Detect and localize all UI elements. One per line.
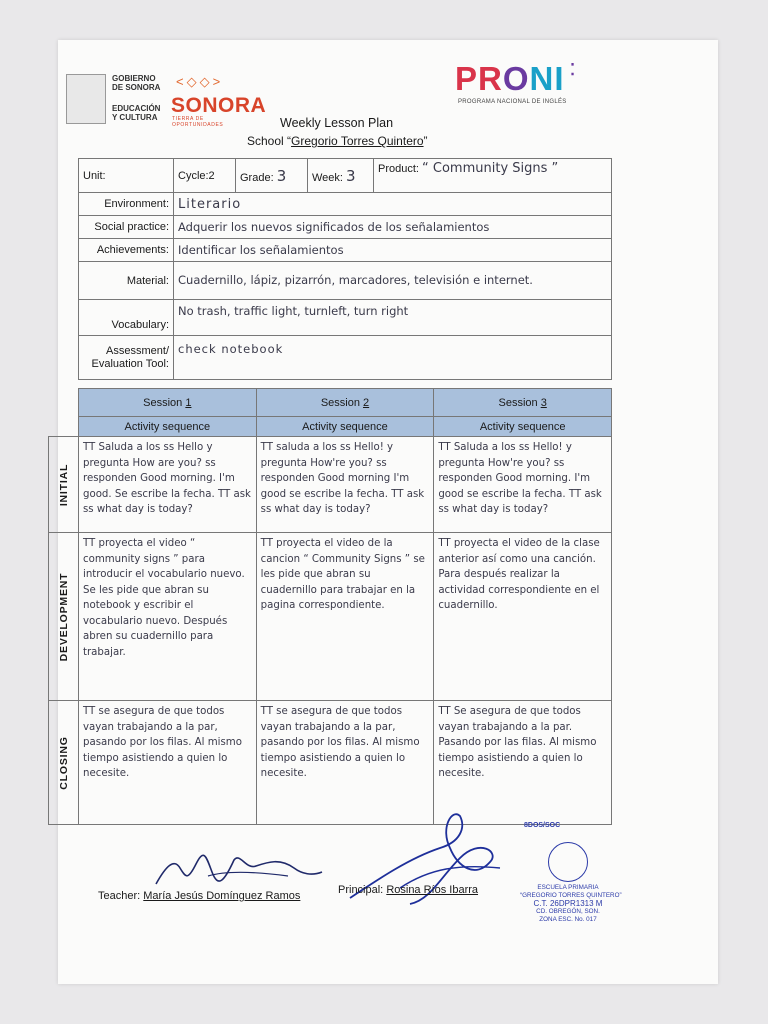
sonora-ornament-icon: <◇◇> — [176, 74, 224, 89]
initial-session2: TT saluda a los ss Hello! y pregunta How're you? ss responden Good morning I'm good se escribe la fecha. TT ask ss what day is today? — [256, 437, 434, 533]
teacher-line — [98, 890, 300, 902]
edu-text — [112, 104, 160, 122]
edu-line1: EDUCACIÓN — [112, 104, 161, 113]
session2-number: 2 — [363, 396, 370, 409]
crest-icon — [66, 74, 106, 124]
product-value: “ Community Signs ” — [422, 161, 559, 176]
proni-part3: NI — [529, 60, 565, 97]
cycle-cell — [174, 159, 236, 193]
teacher-name: María Jesús Domínguez Ramos — [143, 890, 301, 902]
achievements-label: Achievements: — [79, 239, 174, 262]
environment-value: Literario — [174, 193, 612, 216]
corner-blank — [49, 389, 79, 417]
initial-session1: TT Saluda a los ss Hello y pregunta How are you? ss responden Good morning. I'm good. Se escribe la fecha. TT ask ss what day is today? — [79, 437, 257, 533]
teacher-signature — [148, 846, 328, 892]
week-label: Week: — [312, 171, 343, 184]
school-stamp — [520, 842, 622, 923]
school-prefix: School “ — [247, 134, 292, 148]
initial-label: INITIAL — [57, 463, 70, 506]
gov-line1: GOBIERNO — [112, 74, 156, 83]
social-practice-label: Social practice: — [79, 216, 174, 239]
product-cell — [374, 159, 612, 193]
grade-cell — [236, 159, 308, 193]
grade-label: Grade: — [240, 171, 274, 184]
week-cell — [308, 159, 374, 193]
activity-header-1: Activity sequence — [79, 417, 257, 437]
sonora-tagline: TIERRA DE OPORTUNIDADES — [172, 116, 224, 128]
closing-session1: TT se asegura de que todos vayan trabajando a la par, pasando por los filas. Al mismo tiempo asistiendo a quien lo necesite. — [79, 701, 257, 825]
corner-blank-2 — [49, 417, 79, 437]
stamp-line5: ZONA ESC. No. 017 — [539, 915, 597, 923]
assessment-label: Assessment/ Evaluation Tool: — [79, 336, 174, 380]
unit-cell — [79, 159, 174, 193]
gov-line2: DE SONORA — [112, 83, 161, 92]
material-value: Cuadernillo, lápiz, pizarrón, marcadores, televisión e internet. — [174, 262, 612, 300]
stamp-code: 8DOS/SOC — [524, 822, 561, 829]
session3-number: 3 — [540, 396, 547, 409]
edu-line2: Y CULTURA — [112, 113, 158, 122]
government-logo — [66, 74, 267, 130]
proni-subtitle: PROGRAMA NACIONAL DE INGLÉS — [458, 99, 567, 105]
grade-value: 3 — [276, 166, 287, 185]
material-label: Material: — [79, 262, 174, 300]
proni-part1: PR — [455, 60, 503, 97]
closing-label: CLOSING — [57, 735, 70, 790]
vocabulary-label: Vocabulary: — [79, 300, 174, 336]
school-line — [247, 134, 428, 148]
school-name: Gregorio Torres Quintero — [291, 134, 424, 148]
development-session1: TT proyecta el video “ community signs ” para introducir el vocabulario nuevo. Se les pide que abran su notebook y escribir el vocabulario nuevo. Después abren su cuadernillo para trabajar. — [79, 533, 257, 701]
seal-icon — [548, 842, 588, 882]
school-suffix: ” — [423, 134, 428, 148]
session1-prefix: Session — [143, 396, 183, 409]
proni-logo — [455, 60, 576, 98]
development-session3: TT proyecta el video de la clase anterior así como una canción. Para después realizar la actividad correspondiente en el cuadernillo. — [434, 533, 612, 701]
page-title: Weekly Lesson Plan — [280, 116, 394, 130]
session1-header — [79, 389, 257, 417]
session2-header — [256, 389, 434, 417]
vocabulary-value: No trash, traffic light, turnleft, turn right — [174, 300, 612, 336]
product-label: Product: — [378, 163, 419, 175]
initial-stage — [49, 437, 79, 533]
closing-session3: TT Se asegura de que todos vayan trabajando a la par. Pasando por las filas. Al mismo tiempo asistiendo a quien lo necesite. — [434, 701, 612, 825]
sonora-logo-text: SONORA — [171, 94, 267, 117]
proni-part2: O — [502, 60, 530, 97]
session3-header — [434, 389, 612, 417]
proni-dots-icon: ⁚ — [564, 62, 577, 79]
principal-line — [338, 884, 478, 896]
teacher-label: Teacher: — [98, 890, 141, 902]
stamp-line1: ESCUELA PRIMARIA — [537, 884, 599, 891]
cycle-label: Cycle:2 — [178, 169, 215, 182]
achievements-value: Identificar los señalamientos — [174, 239, 612, 262]
plan-info-table — [78, 158, 612, 380]
stamp-line2: “GREGORIO TORRES QUINTERO” — [520, 891, 622, 899]
session1-number: 1 — [185, 396, 192, 409]
session3-prefix: Session — [498, 396, 538, 409]
activity-header-2: Activity sequence — [256, 417, 434, 437]
session2-prefix: Session — [320, 396, 360, 409]
stamp-line4: CD. OBREGÓN, SON. — [536, 908, 600, 915]
social-practice-value: Adquerir los nuevos significados de los señalamientos — [174, 216, 612, 239]
activity-header-3: Activity sequence — [434, 417, 612, 437]
development-session2: TT proyecta el video de la cancion “ Community Signs ” se les pide que abran su cuadernillo para trabajar en la pagina correspondiente. — [256, 533, 434, 701]
initial-session3: TT Saluda a los ss Hello! y pregunta How're you? ss responden Good morning. I'm good se escribe la fecha. TT ask ss what day is today? — [434, 437, 612, 533]
unit-label: Unit: — [83, 169, 106, 182]
stamp-line3: C.T. 26DPR1313 M — [533, 899, 603, 908]
sessions-table — [48, 388, 612, 825]
closing-stage — [49, 701, 79, 825]
principal-name: Rosina Ríos Ibarra — [386, 884, 479, 896]
closing-session2: TT se asegura de que todos vayan trabajando a la par, pasando por los filas. Al mismo tiempo asistiendo a quien lo necesite. — [256, 701, 434, 825]
development-label: DEVELOPMENT — [57, 572, 70, 661]
development-stage — [49, 533, 79, 701]
assessment-value: check notebook — [174, 336, 612, 380]
week-value: 3 — [346, 166, 356, 185]
principal-label: Principal: — [338, 884, 384, 896]
environment-label: Environment: — [79, 193, 174, 216]
gov-text — [112, 74, 160, 92]
